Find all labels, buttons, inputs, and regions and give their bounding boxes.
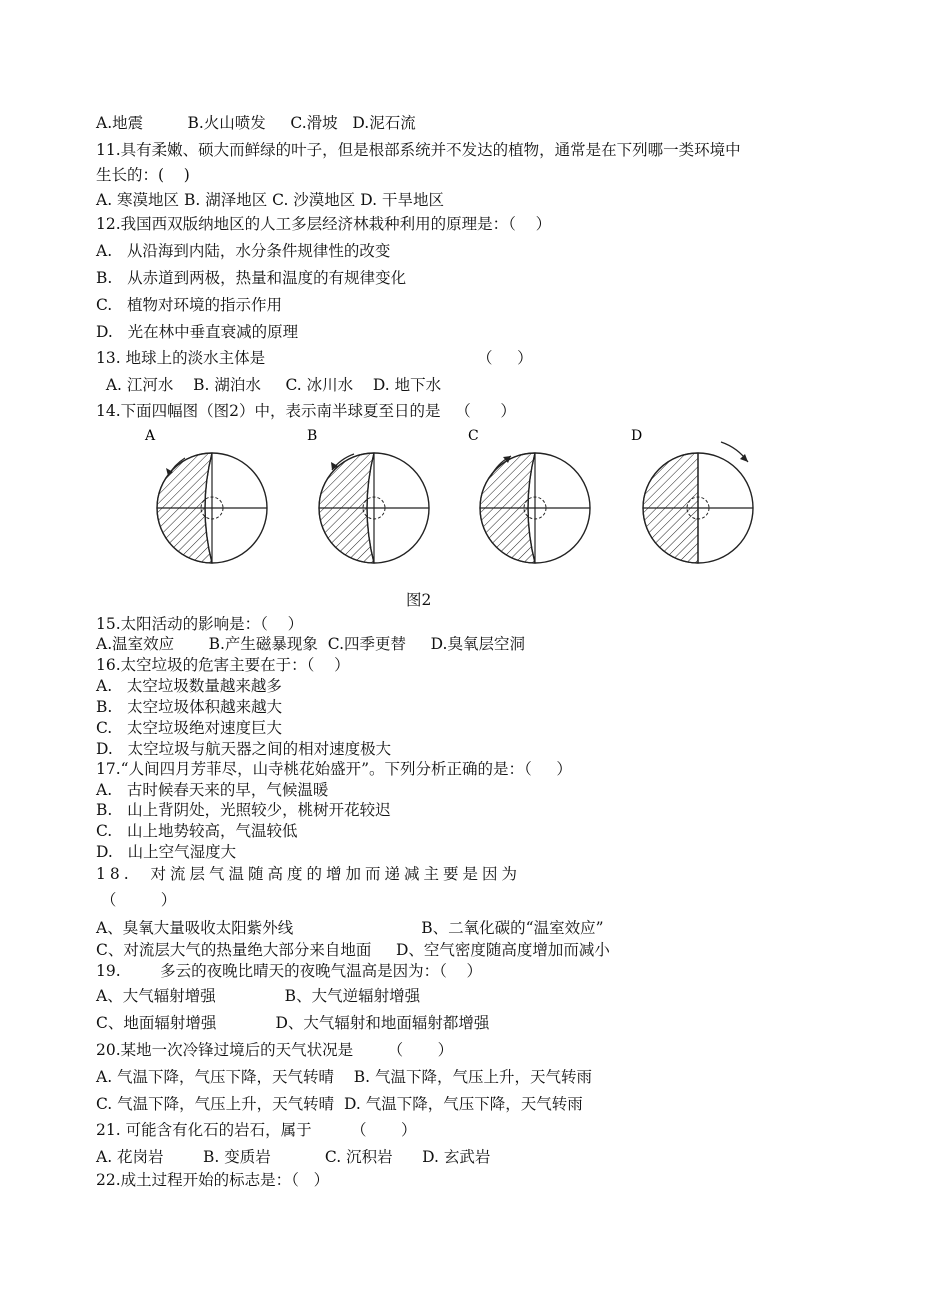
q13-options: A. 江河水 B. 湖泊水 C. 冰川水 D. 地下水 <box>96 376 442 394</box>
panel-b-label: B <box>307 428 318 444</box>
q21-options: A. 花岗岩 B. 变质岩 C. 沉积岩 D. 玄武岩 <box>96 1148 491 1166</box>
panel-a-label: A <box>145 428 156 444</box>
q15-stem: 15.太阳活动的影响是：（ ） <box>96 615 304 633</box>
q19-options-ab: A、大气辐射增强 B、大气逆辐射增强 <box>96 987 421 1005</box>
q22-stem: 22.成土过程开始的标志是：（ ） <box>96 1171 330 1189</box>
q15-options: A.温室效应 B.产生磁暴现象 C.四季更替 D.臭氧层空洞 <box>96 635 525 653</box>
q12-option-c: C. 植物对环境的指示作用 <box>96 296 283 314</box>
q18-stem-cont: （ ） <box>96 891 177 909</box>
q16-option-d: D. 太空垃圾与航天器之间的相对速度极大 <box>96 740 392 758</box>
q11-stem-cont: 生长的：( ) <box>96 166 190 184</box>
q17-option-d: D. 山上空气湿度大 <box>96 843 237 861</box>
panel-d <box>631 428 753 563</box>
q16-option-b: B. 太空垃圾体积越来越大 <box>96 698 283 716</box>
q21-stem: 21. 可能含有化石的岩石，属于 （ ） <box>96 1121 417 1139</box>
q12-option-b: B. 从赤道到两极，热量和温度的有规律变化 <box>96 269 407 287</box>
q12-option-a: A. 从沿海到内陆，水分条件规律性的改变 <box>96 242 391 260</box>
panel-c <box>468 428 590 563</box>
q17-option-a: A. 古时候春天来的早，气候温暖 <box>96 781 329 799</box>
panel-d-label: D <box>631 428 643 444</box>
q18-stem: 18. 对流层气温随高度的增加而递减主要是因为 <box>96 865 522 883</box>
q16-stem: 16.太空垃圾的危害主要在于：（ ） <box>96 656 350 674</box>
earth-illumination-figure <box>140 428 780 578</box>
panel-c-label: C <box>468 428 479 444</box>
q16-option-a: A. 太空垃圾数量越来越多 <box>96 677 282 695</box>
panel-b <box>307 428 429 563</box>
q11-options: A. 寒漠地区 B. 湖泽地区 C. 沙漠地区 D. 干旱地区 <box>96 191 444 209</box>
q16-option-c: C. 太空垃圾绝对速度巨大 <box>96 719 283 737</box>
figure-caption: 图2 <box>406 591 432 609</box>
q18-options-cd: C、对流层大气的热量绝大部分来自地面 D、空气密度随高度增加而减小 <box>96 941 610 959</box>
q13-stem: 13. 地球上的淡水主体是 （ ） <box>96 349 533 367</box>
q14-stem: 14.下面四幅图（图2）中，表示南半球夏至日的是 （ ） <box>96 402 516 420</box>
q17-stem: 17.“人间四月芳菲尽，山寺桃花始盛开”。下列分析正确的是：（ ） <box>96 760 572 778</box>
q12-stem: 12.我国西双版纳地区的人工多层经济林栽种利用的原理是：（ ） <box>96 215 552 233</box>
q11-stem: 11.具有柔嫩、硕大而鲜绿的叶子，但是根部系统并不发达的植物，通常是在下列哪一类环境中 <box>96 141 741 159</box>
q20-stem: 20.某地一次冷锋过境后的天气状况是 （ ） <box>96 1041 454 1059</box>
q20-options-ab: A. 气温下降，气压下降，天气转晴 B. 气温下降，气压上升，天气转雨 <box>96 1068 593 1086</box>
panel-a <box>144 428 267 563</box>
q17-option-c: C. 山上地势较高，气温较低 <box>96 822 298 840</box>
q19-stem: 19. 多云的夜晚比晴天的夜晚气温高是因为：（ ） <box>96 962 483 980</box>
q17-option-b: B. 山上背阴处，光照较少，桃树开花较迟 <box>96 801 391 819</box>
q12-option-d: D. 光在林中垂直衰减的原理 <box>96 323 299 341</box>
q10-options: A.地震 B.火山喷发 C.滑坡 D.泥石流 <box>96 114 416 132</box>
q20-options-cd: C. 气温下降，气压上升，天气转晴 D. 气温下降，气压下降，天气转雨 <box>96 1095 583 1113</box>
q18-options-ab: A、臭氧大量吸收太阳紫外线 B、二氧化碳的“温室效应” <box>96 919 604 937</box>
q19-options-cd: C、地面辐射增强 D、大气辐射和地面辐射都增强 <box>96 1014 490 1032</box>
